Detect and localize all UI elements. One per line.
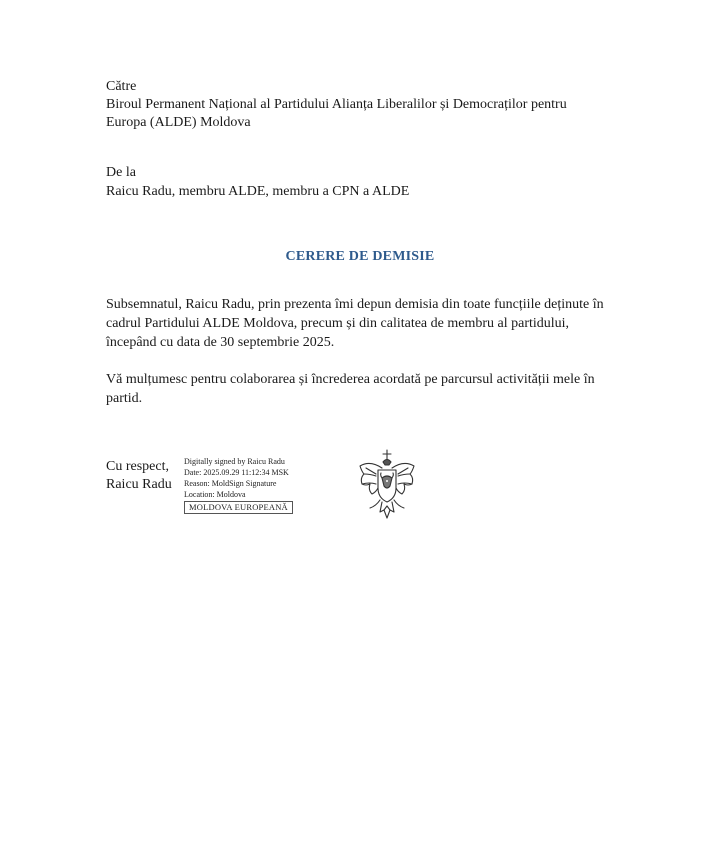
recipient-line-1: Biroul Permanent Național al Partidului Alianța Liberalilor și Democraților pentru	[106, 97, 567, 112]
sender-name: Raicu Radu, membru ALDE, membru a CPN a ALDE	[106, 184, 410, 199]
body-paragraph-2-line-1: Vă mulțumesc pentru colaborarea și încrederea acordată pe parcursul activității mele în	[106, 372, 595, 387]
document-title: CERERE DE DEMISIE	[285, 249, 435, 264]
body-paragraph-2-line-2: partid.	[106, 391, 143, 406]
sender-label: De la	[106, 165, 136, 180]
body-paragraph-1-line-1: Subsemnatul, Raicu Radu, prin prezenta îmi depun demisia din toate funcțiile deținute în	[106, 297, 604, 312]
signature-date: Date: 2025.09.29 11:12:34 MSK	[184, 468, 289, 477]
closing-greeting: Cu respect,	[106, 459, 169, 474]
body-paragraph-1-line-3: începând cu data de 30 septembrie 2025.	[106, 335, 335, 350]
coat-of-arms-icon	[356, 448, 418, 522]
signature-signed-by: Digitally signed by Raicu Radu	[184, 457, 285, 466]
closing-name: Raicu Radu	[106, 477, 172, 492]
recipient-line-2: Europa (ALDE) Moldova	[106, 115, 251, 130]
recipient-label: Către	[106, 79, 137, 94]
signature-location: Location: Moldova	[184, 490, 246, 499]
body-paragraph-1-line-2: cadrul Partidului ALDE Moldova, precum și din calitatea de membru al partidului,	[106, 316, 570, 331]
signature-stamp: MOLDOVA EUROPEANĂ	[184, 501, 293, 514]
digital-signature	[184, 456, 293, 514]
signature-reason: Reason: MoldSign Signature	[184, 479, 277, 488]
